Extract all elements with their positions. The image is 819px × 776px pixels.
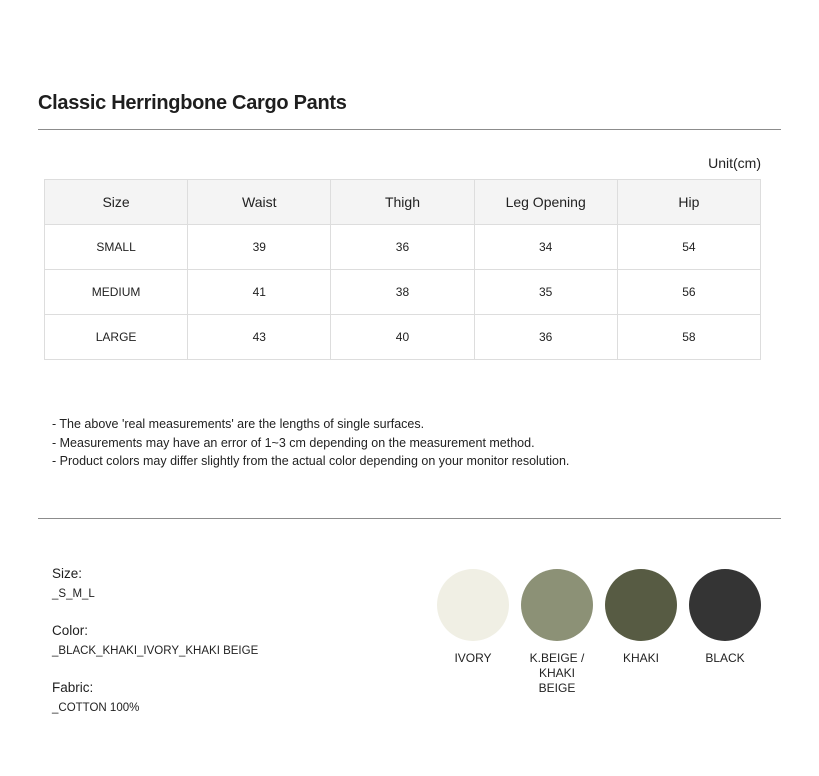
cell-waist: 39 (188, 225, 331, 270)
cell-leg-opening: 36 (474, 315, 617, 360)
header-size: Size (45, 180, 188, 225)
header-leg-opening: Leg Opening (474, 180, 617, 225)
swatch-label: K.BEIGE / KHAKI BEIGE (529, 651, 585, 695)
title-divider (38, 129, 781, 130)
spec-size-value: _S_M_L (52, 588, 95, 600)
table-header-row (45, 180, 761, 225)
size-chart-table (44, 179, 761, 360)
swatch-khaki (604, 569, 678, 696)
section-divider (38, 518, 781, 519)
product-specs (52, 565, 258, 736)
color-circle (605, 569, 677, 641)
swatch-black (688, 569, 762, 696)
cell-leg-opening: 34 (474, 225, 617, 270)
spec-color (52, 622, 258, 660)
measurement-notes (52, 415, 569, 471)
swatch-khaki-beige (520, 569, 594, 696)
spec-size-label: Size: (52, 566, 83, 581)
table-row (45, 315, 761, 360)
cell-thigh: 38 (331, 270, 474, 315)
unit-label: Unit(cm) (708, 155, 761, 171)
cell-leg-opening: 35 (474, 270, 617, 315)
swatch-ivory (436, 569, 510, 696)
spec-color-value: _BLACK_KHAKI_IVORY_KHAKI BEIGE (52, 645, 259, 657)
header-hip: Hip (617, 180, 760, 225)
spec-fabric (52, 679, 258, 717)
swatch-label: KHAKI (622, 651, 659, 665)
color-circle (437, 569, 509, 641)
cell-hip: 56 (617, 270, 760, 315)
cell-size: MEDIUM (45, 270, 188, 315)
cell-waist: 43 (188, 315, 331, 360)
color-circle (689, 569, 761, 641)
product-title: Classic Herringbone Cargo Pants (38, 92, 347, 114)
note-line: - The above 'real measurements' are the lengths of single surfaces. (52, 417, 425, 431)
note-line: - Product colors may differ slightly from the actual color depending on your monitor resolution. (52, 454, 570, 468)
spec-color-label: Color: (52, 623, 89, 638)
cell-thigh: 40 (331, 315, 474, 360)
swatch-label: BLACK (705, 651, 745, 665)
spec-fabric-label: Fabric: (52, 680, 94, 695)
note-line: - Measurements may have an error of 1~3 cm depending on the measurement method. (52, 435, 535, 450)
cell-size: SMALL (45, 225, 188, 270)
cell-thigh: 36 (331, 225, 474, 270)
table-row (45, 270, 761, 315)
cell-size: LARGE (45, 315, 188, 360)
table-row (45, 225, 761, 270)
header-thigh: Thigh (331, 180, 474, 225)
spec-size (52, 565, 258, 603)
color-swatches (436, 569, 762, 696)
cell-hip: 54 (617, 225, 760, 270)
swatch-label: IVORY (454, 651, 492, 665)
cell-hip: 58 (617, 315, 760, 360)
header-waist: Waist (188, 180, 331, 225)
color-circle (521, 569, 593, 641)
cell-waist: 41 (188, 270, 331, 315)
spec-fabric-value: _COTTON 100% (52, 702, 140, 714)
